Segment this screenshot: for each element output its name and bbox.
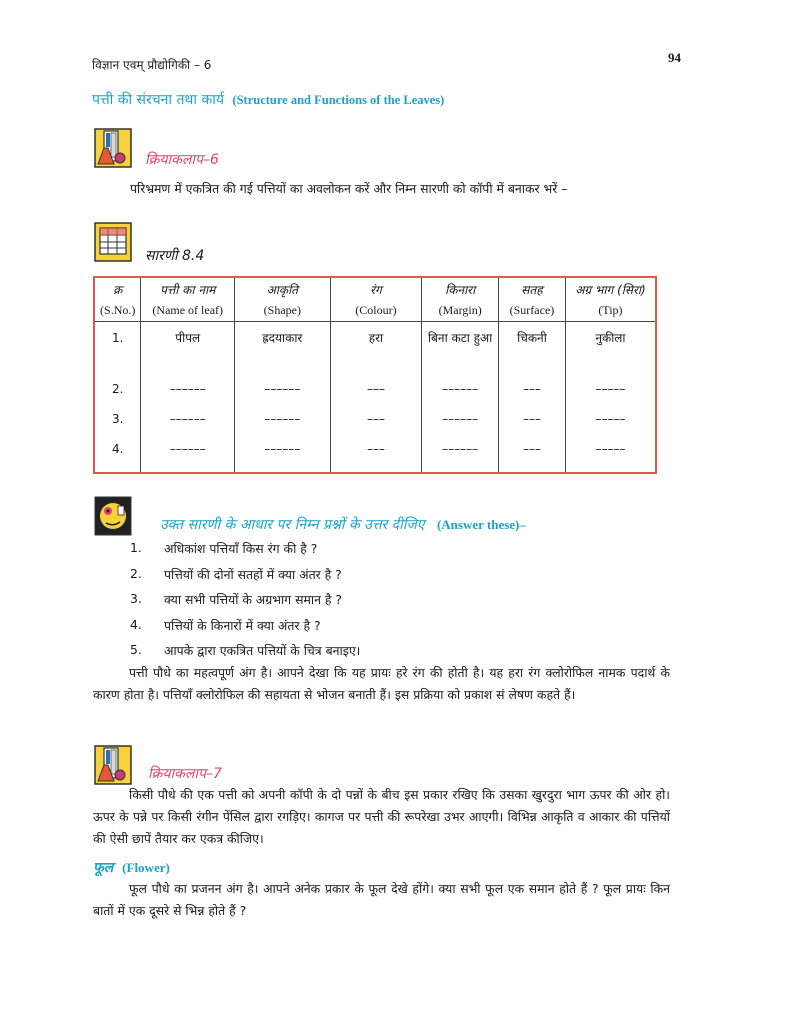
- cell: ––––––: [422, 439, 499, 473]
- cell: 4.: [111, 442, 124, 456]
- cell: ह्रदयाकार: [235, 321, 331, 379]
- cell: पीपल: [141, 321, 235, 379]
- question-text: क्या सभी पत्तियों के अग्रभाग समान है ?: [164, 592, 342, 607]
- flower-text: फूल पौधे का प्रजनन अंग है। आपने अनेक प्रकार के फूल देखे होंगे। क्या सभी फूल एक समान होते हैं ? फूल प्रायः किन बातों में एक दूसरे से भिन्न होते हैं ?: [93, 881, 670, 918]
- cell: ––––––: [235, 379, 331, 409]
- leaf-table: [93, 276, 657, 474]
- table-row: [94, 439, 656, 473]
- cell: ––––––: [141, 409, 235, 439]
- page-number: 94: [668, 50, 681, 65]
- activity7-text: किसी पौधे की एक पत्ती को अपनी कॉपी के दो पन्नों के बीच इस प्रकार रखिए कि उसका खुरदुरा भाग ऊपर की ओर हो। ऊपर के पन्ने पर किसी रंगीन पेंसिल द्वारा रगड़िए। कागज पर पत्ती की रूपरेखा उभर आएगी। विभिन्न आकृति व आकार की पत्तियों की ऐसी छापें तैयार कर एकत्र कीजिए।: [93, 787, 670, 846]
- cell: 3.: [111, 412, 124, 426]
- question-number: 4.: [130, 616, 142, 632]
- cell: –––––: [565, 409, 656, 439]
- flower-title: [93, 858, 170, 877]
- list-item: [130, 591, 360, 617]
- cell: ––––––: [422, 409, 499, 439]
- section-title-english: (Structure and Functions of the Leaves): [232, 93, 445, 107]
- cell: –––: [330, 439, 422, 473]
- header-margin: किनारा (Margin): [422, 277, 499, 321]
- cell: –––––: [565, 439, 656, 473]
- answer-person-icon: [94, 496, 132, 536]
- question-text: आपके द्वारा एकत्रित पत्तियों के चित्र बनाइए।: [164, 643, 361, 658]
- cell: –––: [330, 409, 422, 439]
- cell: ––––––: [141, 439, 235, 473]
- cell: –––––: [565, 379, 656, 409]
- flower-title-hindi: फूल: [93, 860, 114, 876]
- question-number: 2.: [130, 565, 142, 581]
- question-text: अधिकांश पत्तियाँ किस रंग की है ?: [164, 541, 318, 556]
- cell: ––––––: [235, 409, 331, 439]
- cell: चिकनी: [499, 321, 566, 379]
- cell: हरा: [330, 321, 422, 379]
- activity6-text: परिभ्रमण में एकत्रित की गई पत्तियों का अवलोकन करें और निम्न सारणी को कॉपी में बनाकर भरें –: [130, 181, 568, 196]
- question-number: 5.: [130, 642, 142, 657]
- cell: 2.: [111, 382, 124, 396]
- activity-flask-icon: [94, 128, 132, 168]
- cell: –––: [499, 379, 566, 409]
- table-icon: [94, 222, 132, 262]
- question-number: 3.: [130, 591, 142, 606]
- photosynthesis-paragraph: पत्ती पौधे का महत्वपूर्ण अंग है। आपने देखा कि यह प्रायः हरे रंग की होती है। यह हरा रंग क्लोरोफिल नामक पदार्थ के कारण होता है। पत्तियाँ क्लोरोफिल की सहायता से भोजन बनाती हैं। इस प्रक्रिया को प्रकाश सं लेषण कहते हैं।: [93, 665, 670, 702]
- cell: ––––––: [141, 379, 235, 409]
- table-caption: सारणी 8.4: [145, 248, 205, 264]
- question-list: [130, 540, 360, 668]
- table-row: [94, 321, 656, 379]
- cell: नुकीला: [565, 321, 656, 379]
- cell: ––––––: [422, 379, 499, 409]
- question-number: 1.: [130, 540, 142, 555]
- cell: ––––––: [235, 439, 331, 473]
- list-item: [130, 617, 360, 643]
- answer-title-hindi: उक्त सारणी के आधार पर निम्न प्रश्नों के उत्तर दीजिए: [160, 517, 425, 533]
- answer-title-english: (Answer these)–: [436, 517, 526, 532]
- header-colour: रंग (Colour): [330, 277, 422, 321]
- header-shape: आकृति (Shape): [235, 277, 331, 321]
- cell: बिना कटा हुआ: [422, 321, 499, 379]
- question-text: पत्तियों की दोनों सतहों में क्या अंतर है ?: [164, 566, 342, 582]
- header-tip: अग्र भाग (सिरा) (Tip): [565, 277, 656, 321]
- list-item: [130, 540, 360, 566]
- activity6-title: क्रियाकलाप–6: [145, 152, 219, 168]
- activity-flask-icon: [94, 745, 132, 785]
- activity7-title: क्रियाकलाप–7: [148, 766, 222, 782]
- section-title-hindi: पत्ती की संरचना तथा कार्य: [92, 92, 224, 108]
- section-title: [92, 90, 444, 109]
- table-row: [94, 379, 656, 409]
- table-header-row: [94, 277, 656, 321]
- list-item: [130, 566, 360, 592]
- table-row: [94, 409, 656, 439]
- answer-title: [160, 515, 526, 534]
- flower-title-english: (Flower): [122, 860, 170, 875]
- book-header: विज्ञान एवम् प्रौद्योगिकी – 6: [92, 58, 212, 72]
- header-name: पत्ती का नाम (Name of leaf): [141, 277, 235, 321]
- cell: –––: [499, 439, 566, 473]
- header-surface: सतह (Surface): [499, 277, 566, 321]
- header-sno: क्र (S.No.): [100, 283, 136, 317]
- question-text: पत्तियों के किनारों में क्या अंतर है ?: [164, 617, 321, 633]
- cell: –––: [330, 379, 422, 409]
- cell: 1.: [111, 330, 124, 345]
- cell: –––: [499, 409, 566, 439]
